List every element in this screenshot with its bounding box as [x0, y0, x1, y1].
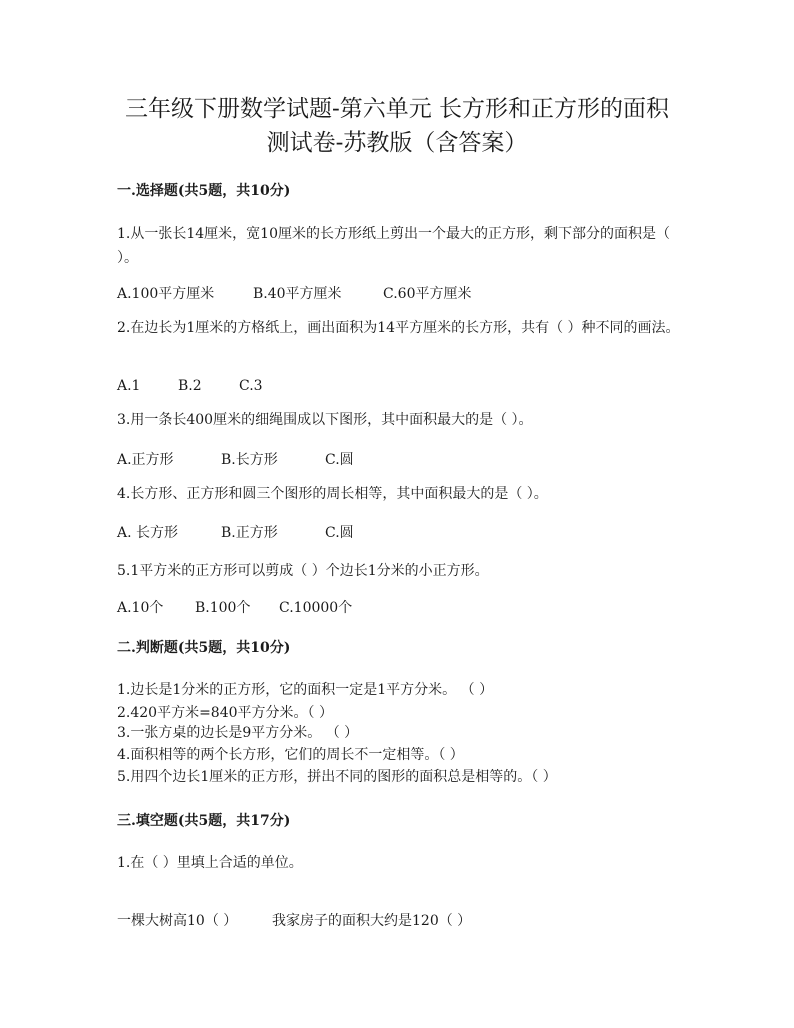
fill-question-1-parts	[117, 911, 471, 931]
choice-question-4: 4.长方形、正方形和圆三个图形的周长相等，其中面积最大的是（ ）。	[117, 486, 548, 502]
judge-statement-1: 1.边长是1分米的正方形，它的面积一定是1平方分米。 （ ）	[117, 682, 494, 698]
option-a: A.1	[117, 378, 141, 394]
option-a: A.10个	[117, 600, 164, 616]
choice-question-5: 5.1平方米的正方形可以剪成（ ）个边长1分米的小正方形。	[117, 563, 489, 579]
judge-statement-2: 2.420平方米=840平方分米。（ ）	[117, 705, 333, 721]
section-heading-choice: 一.选择题(共5题，共10分)	[117, 183, 291, 199]
option-a: A.正方形	[117, 452, 174, 468]
fill-part-a: 一棵大树高10（ ）	[117, 913, 238, 929]
section-heading-fill: 三.填空题(共5题，共17分)	[117, 813, 291, 829]
judge-statement-4: 4.面积相等的两个长方形，它们的周长不一定相等。（ ）	[117, 747, 464, 763]
option-b: B.2	[178, 378, 202, 394]
choice-question-1: 1.从一张长14厘米，宽10厘米的长方形纸上剪出一个最大的正方形，剩下部分的面积是（ ）。	[117, 226, 670, 266]
option-b: B.长方形	[221, 452, 278, 468]
option-b: B.正方形	[221, 525, 278, 541]
option-c: C.3	[239, 378, 263, 394]
option-a: A. 长方形	[117, 525, 179, 541]
option-b: B.40平方厘米	[253, 286, 342, 302]
section-heading-judge: 二.判断题(共5题，共10分)	[117, 640, 291, 656]
judge-statement-5: 5.用四个边长1厘米的正方形，拼出不同的图形的面积总是相等的。（ ）	[117, 769, 557, 785]
option-c: C.60平方厘米	[383, 286, 472, 302]
choice-options-4	[117, 523, 354, 543]
choice-question-2: 2.在边长为1厘米的方格纸上，画出面积为14平方厘米的长方形，共有（ ）种不同的画法。	[117, 320, 680, 336]
document-title-line-2: 测试卷-苏教版（含答案）	[266, 130, 528, 156]
fill-part-b: 我家房子的面积大约是120（ ）	[272, 913, 472, 929]
fill-question-1: 1.在（ ）里填上合适的单位。	[117, 855, 303, 871]
option-c: C.圆	[325, 525, 354, 541]
option-a: A.100平方厘米	[117, 286, 215, 302]
choice-options-3	[117, 450, 354, 470]
document-title-line-1: 三年级下册数学试题-第六单元 长方形和正方形的面积	[124, 96, 670, 122]
option-c: C.10000个	[279, 600, 353, 616]
choice-options-2	[117, 376, 263, 396]
option-c: C.圆	[325, 452, 354, 468]
choice-options-1	[117, 284, 471, 304]
judge-statement-3: 3.一张方桌的边长是9平方分米。 （ ）	[117, 725, 359, 741]
choice-question-3: 3.用一条长400厘米的细绳围成以下图形，其中面积最大的是（ ）。	[117, 412, 533, 428]
choice-options-5	[117, 598, 352, 618]
option-b: B.100个	[195, 600, 251, 616]
